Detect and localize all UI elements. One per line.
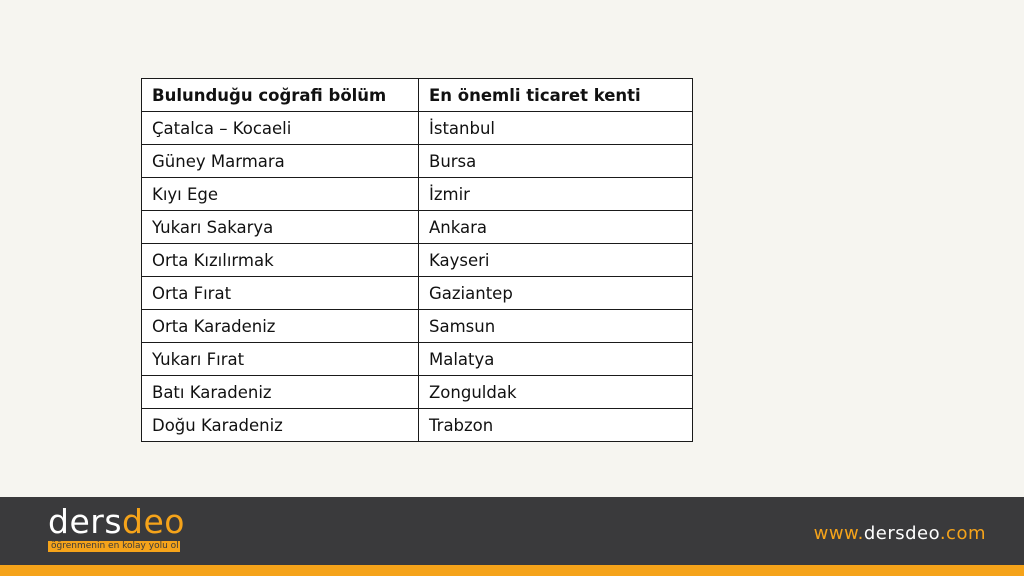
- site-prefix: www.: [813, 523, 864, 544]
- region-cell: Yukarı Sakarya: [142, 211, 419, 244]
- site-domain: dersdeo: [863, 523, 940, 544]
- city-cell: Trabzon: [419, 409, 693, 442]
- region-cell: Doğu Karadeniz: [142, 409, 419, 442]
- footer-accent-stripe: [0, 565, 1024, 576]
- region-cell: Batı Karadeniz: [142, 376, 419, 409]
- table-row: [142, 112, 693, 145]
- city-cell: Gaziantep: [419, 277, 693, 310]
- city-cell: Ankara: [419, 211, 693, 244]
- dersdeo-logo[interactable]: [48, 502, 188, 551]
- table-row: [142, 409, 693, 442]
- logo-wordmark: [48, 504, 185, 540]
- table-header-row: [142, 79, 693, 112]
- header-region: Bulunduğu coğrafi bölüm: [142, 79, 419, 112]
- city-cell: Zonguldak: [419, 376, 693, 409]
- region-cell: Orta Fırat: [142, 277, 419, 310]
- table-row: [142, 310, 693, 343]
- city-cell: Kayseri: [419, 244, 693, 277]
- table-row: [142, 145, 693, 178]
- trade-cities-table: [141, 78, 693, 442]
- region-cell: Yukarı Fırat: [142, 343, 419, 376]
- logo-tagline: öğrenmenin en kolay yolu ol: [48, 541, 180, 552]
- region-cell: Orta Kızılırmak: [142, 244, 419, 277]
- logo-ders-text: ders: [48, 502, 123, 541]
- table-row: [142, 244, 693, 277]
- region-cell: Çatalca – Kocaeli: [142, 112, 419, 145]
- city-cell: İzmir: [419, 178, 693, 211]
- site-suffix: .com: [939, 523, 986, 544]
- header-city: En önemli ticaret kenti: [419, 79, 693, 112]
- region-cell: Kıyı Ege: [142, 178, 419, 211]
- city-cell: Malatya: [419, 343, 693, 376]
- city-cell: İstanbul: [419, 112, 693, 145]
- logo-deo-text: deo: [122, 502, 185, 541]
- city-cell: Bursa: [419, 145, 693, 178]
- table-row: [142, 277, 693, 310]
- region-cell: Orta Karadeniz: [142, 310, 419, 343]
- table-row: [142, 178, 693, 211]
- city-cell: Samsun: [419, 310, 693, 343]
- table-row: [142, 211, 693, 244]
- region-cell: Güney Marmara: [142, 145, 419, 178]
- table-row: [142, 343, 693, 376]
- table-row: [142, 376, 693, 409]
- website-link[interactable]: [814, 522, 986, 546]
